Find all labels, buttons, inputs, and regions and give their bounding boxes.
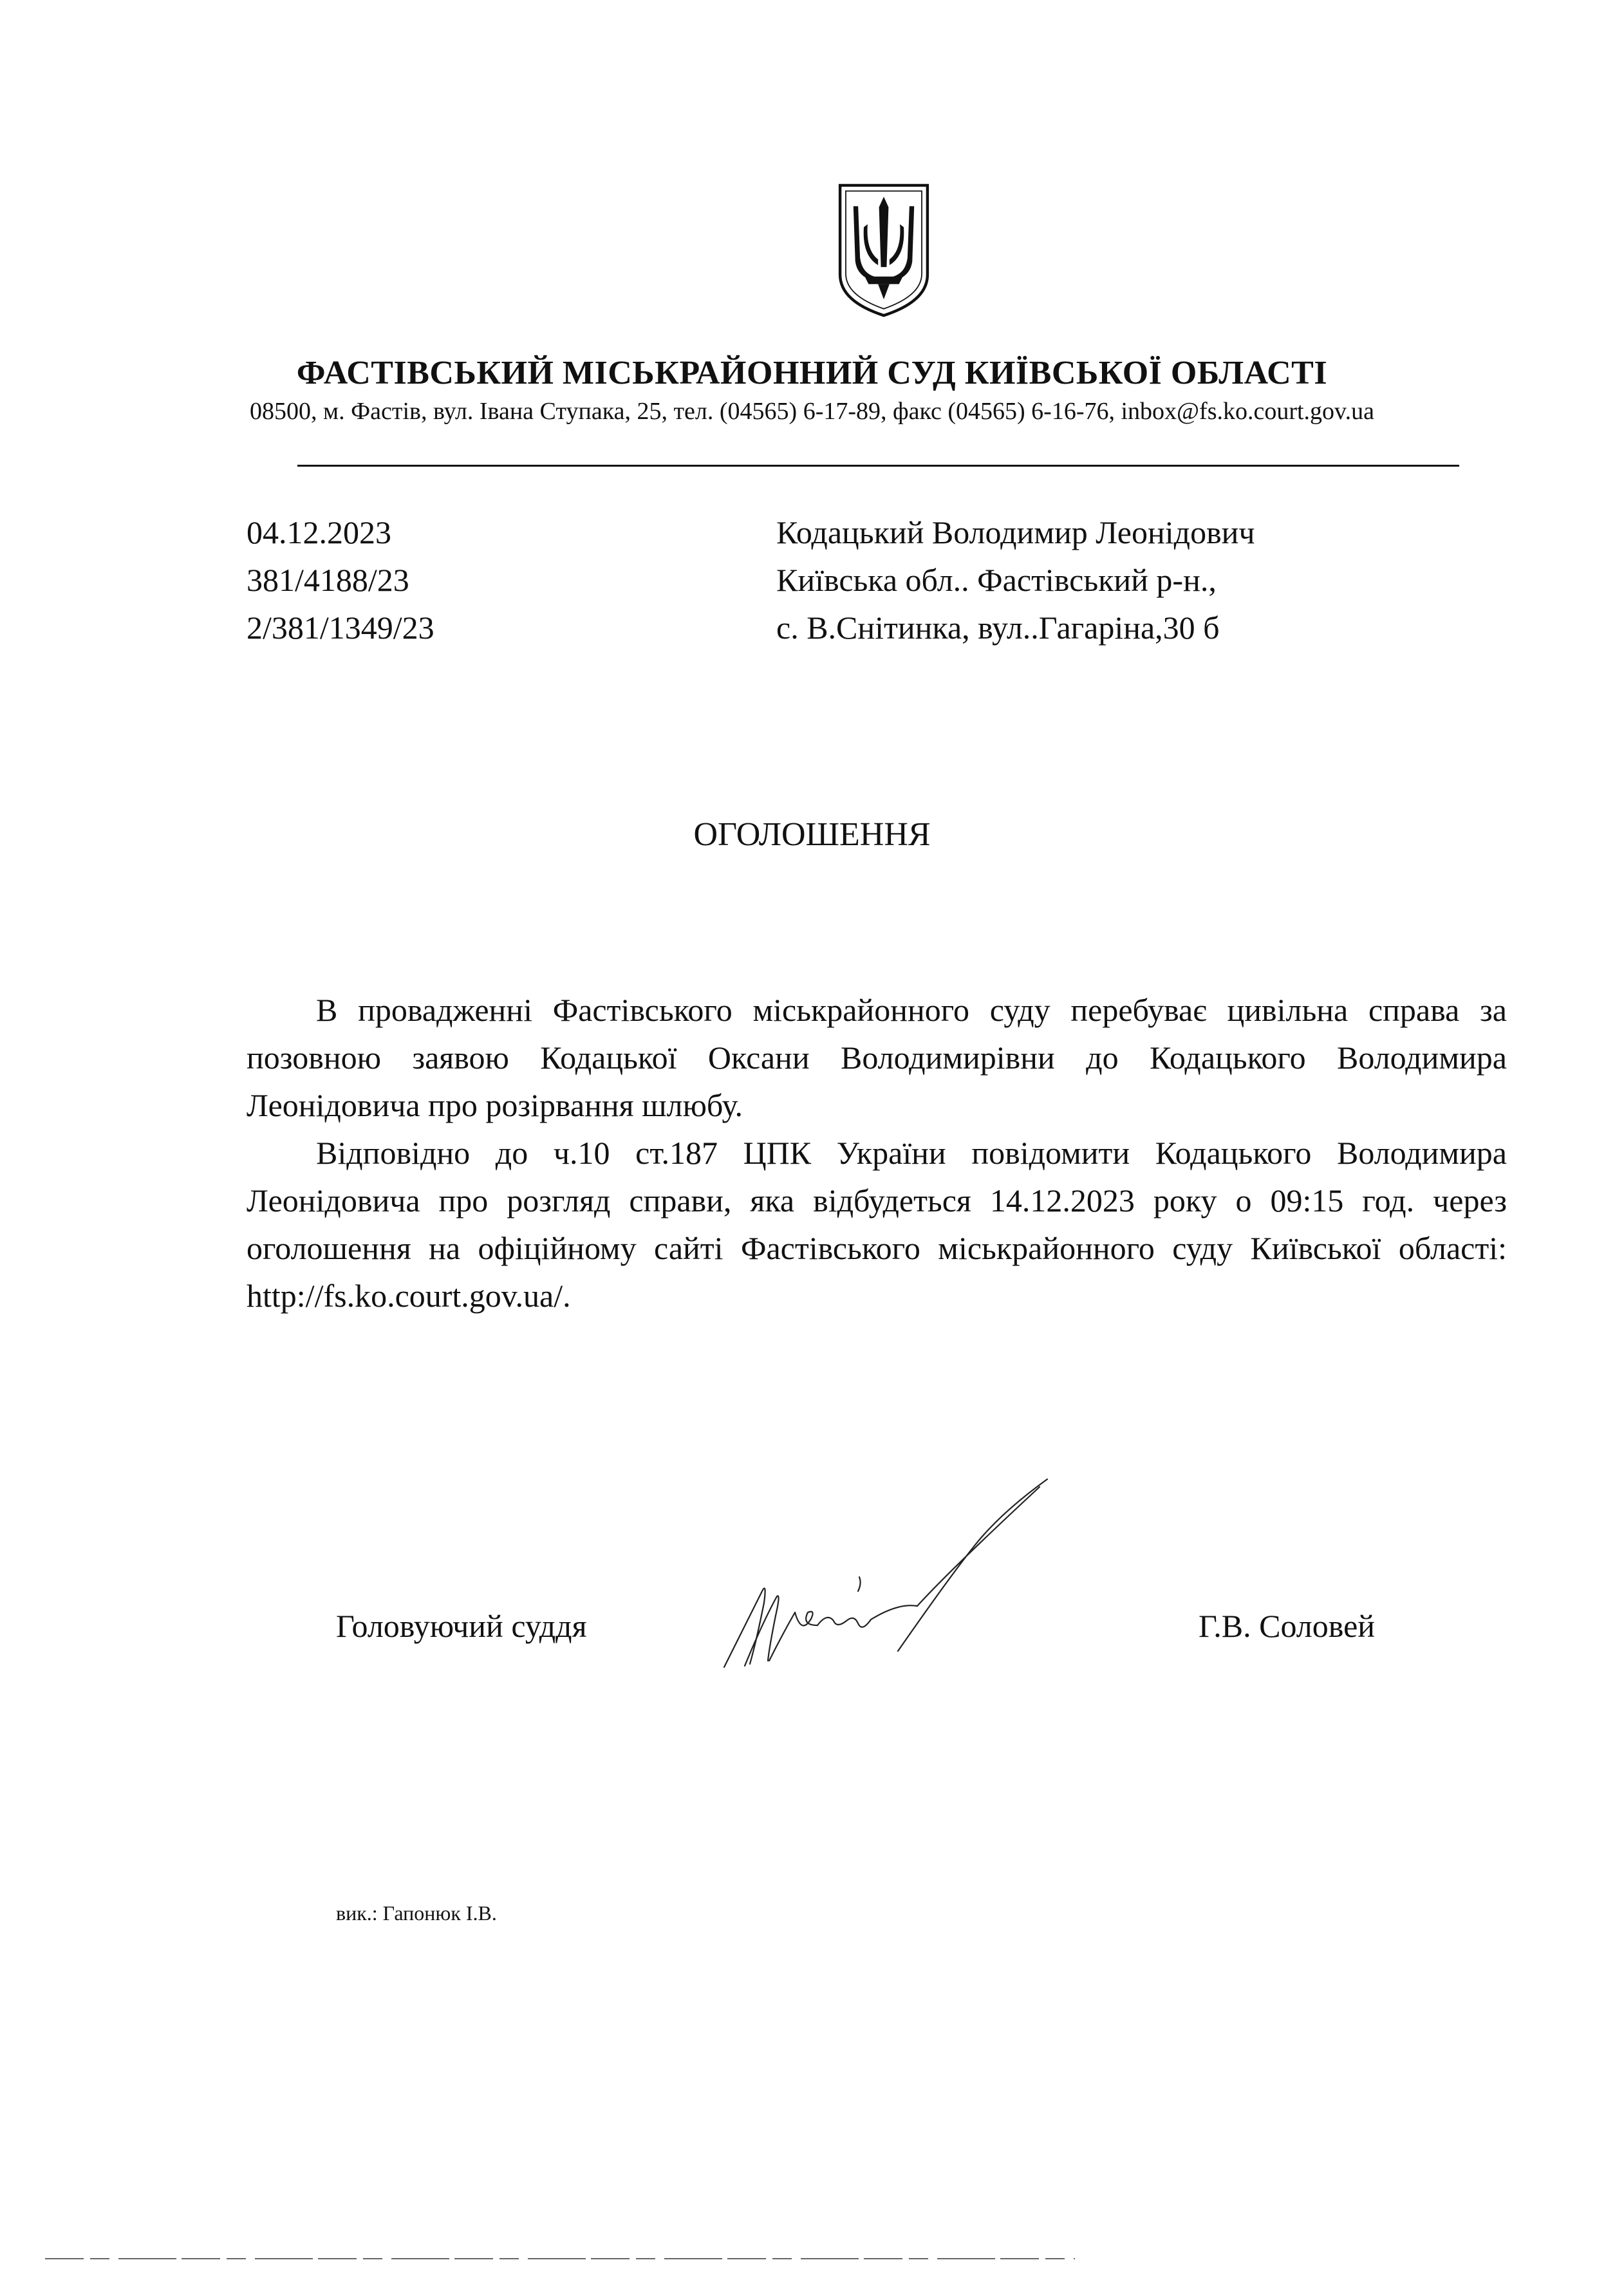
document-meta [247,509,434,651]
document-body [247,986,1507,1320]
recipient-address-line-2: с. В.Снітинка, вул..Гагаріна,30 б [776,610,1220,646]
recipient-name: Кодацький Володимир Леонідович [776,514,1255,550]
body-paragraph: В провадженні Фастівського міськрайонного суду перебуває цивільна справа за позовною заявою Кодацької Оксани Володимирівни до Кодацького Володимира Леонідовича про розірвання шлюбу. [247,992,1507,1123]
document-title: ОГОЛОШЕННЯ [693,816,931,853]
case-number: 2/381/1349/23 [247,610,434,646]
footer-scan-artifact [45,2256,1075,2261]
executor-note: вик.: Гапонюк І.В. [336,1901,497,1925]
recipient-block [776,509,1255,651]
handwritten-signature [705,1474,1065,1693]
court-name: ФАСТІВСЬКИЙ МІСЬКРАЙОННИЙ СУД КИЇВСЬКОЇ ОБЛАСТІ [296,355,1328,391]
signer-role: Головуючий суддя [336,1608,587,1644]
recipient-address-line-1: Київська обл.. Фастівський р-н., [776,562,1217,598]
signer-name: Г.В. Соловей [1199,1608,1376,1644]
document-date: 04.12.2023 [247,514,391,550]
court-address: 08500, м. Фастів, вул. Івана Ступака, 25, тел. (04565) 6-17-89, факс (04565) 6-16-76, inbox@fs.ko.court.gov.ua [250,398,1374,425]
body-paragraph: Відповідно до ч.10 ст.187 ЦПК України повідомити Кодацького Володимира Леонідовича про розгляд справи, яка відбудеться 14.12.2023 року о 09:15 год. через оголошення на офіційному сайті Фастівського міськрайонного суду Київської області: http://fs.ko.court.gov.ua/. [247,1135,1507,1314]
header-divider [297,465,1459,467]
coat-of-arms-icon [836,182,931,319]
outgoing-number: 381/4188/23 [247,562,409,598]
